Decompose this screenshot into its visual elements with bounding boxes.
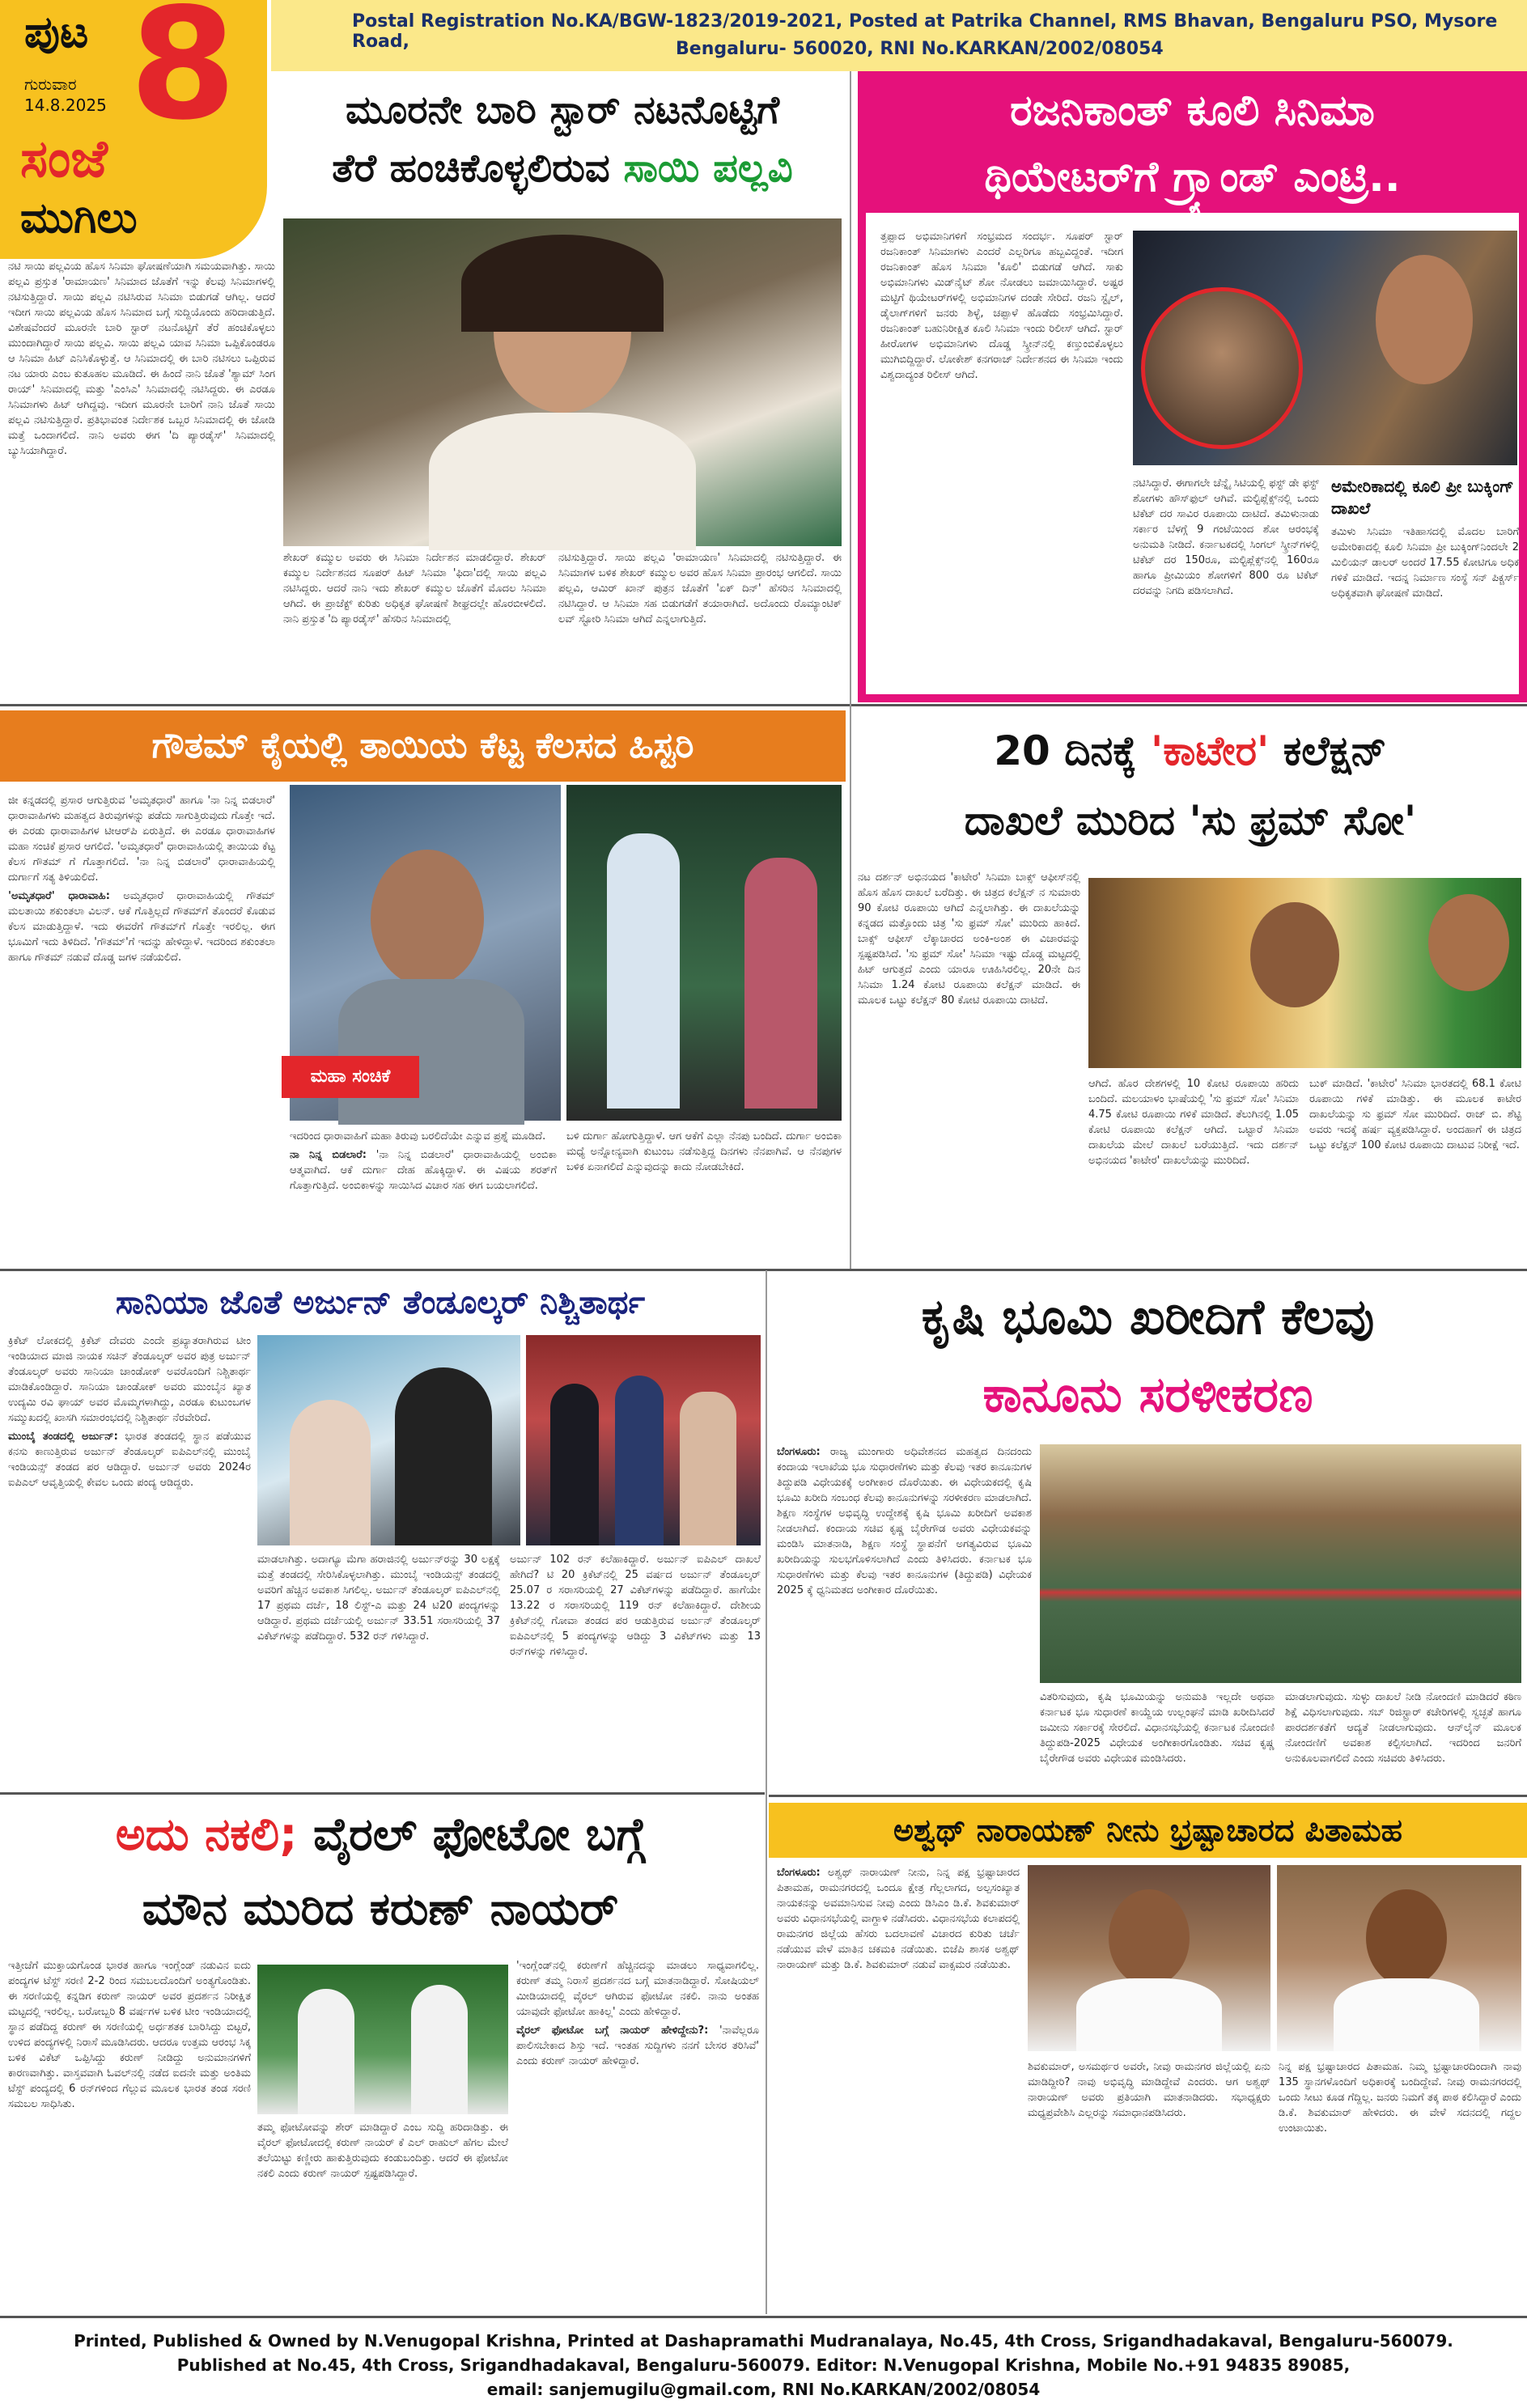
story6-headline-line2: ಕಾನೂನು ಸರಳೀಕರಣ — [982, 1367, 1313, 1423]
story6-col2: ವಿತರಿಸುವುದು, ಕೃಷಿ ಭೂಮಿಯನ್ನು ಅನುಮತಿ ಇಲ್ಲದೇ ಅಥವಾ ಕರ್ನಾಟಕ ಭೂ ಸುಧಾರಣೆ ಕಾಯ್ದೆಯ ಉಲ್ಲಂಘನೆ ಮಾಡಿ ಖರೀದಿಸಿದರೆ ಜಮೀನು ಸರ್ಕಾರಕ್ಕೆ ಸೇರಲಿದೆ. ವಿಧಾನಸಭೆಯಲ್ಲಿ ಕರ್ನಾಟಕ ನೋಂದಣಿ ತಿದ್ದುಪಡಿ-2025 ವಿಧೇಯಕ ಅಂಗೀಕಾರಗೊಂಡಿತು. ಸಚಿವ ಕೃಷ್ಣ ಬೈರೇಗೌಡ ಅವರು ವಿಧೇಯಕ ಮಂಡಿಸಿದರು. — [1040, 1691, 1275, 1765]
masthead-name-line2: ಮುಗಿಲು — [20, 194, 138, 243]
story1-col2: ಶೇಖರ್ ಕಮ್ಮುಲ ಅವರು ಈ ಸಿನಿಮಾ ನಿರ್ದೇಶನ ಮಾಡಲಿದ್ದಾರೆ. ಶೇಖರ್ ಕಮ್ಮುಲ ನಿರ್ದೇಶನದ ಸೂಪರ್ ಹಿಟ್ ಸಿನಿಮಾ 'ಫಿದಾ'ದಲ್ಲಿ ಸಾಯಿ ಪಲ್ಲವಿ ನಟಿಸಿದ್ದರು. ಆದರೆ ನಾನಿ ಇದು ಶೇಖರ್ ಕಮ್ಮುಲ ಜೊತೆಗೆ ಮೊದಲ ಸಿನಿಮಾ ಆಗಿದೆ. ಈ ಪ್ರಾಜೆಕ್ಟ್ ಕುರಿತು ಅಧಿಕೃತ ಘೋಷಣೆ ಶೀಘ್ರದಲ್ಲೇ ಹೊರಬೀಳಲಿದೆ. ನಾನಿ ಪ್ರಸ್ತುತ 'ದಿ ಪ್ಯಾರಡೈಸ್' ಹೆಸರಿನ ಸಿನಿಮಾದಲ್ಲಿ — [283, 552, 546, 625]
usa-text: ತಮಿಳು ಸಿನಿಮಾ ಇತಿಹಾಸದಲ್ಲಿ ಮೊದಲ ಬಾರಿಗೆ ಅಮೇರಿಕಾದಲ್ಲಿ ಕೂಲಿ ಸಿನಿಮಾ ಪ್ರೀ ಬುಕ್ಕಿಂಗ್‌ನಿಂದಲೇ 2 ಮಿಲಿಯನ್ ಡಾಲರ್ ಅಂದರೆ 17.55 ಕೋಟಿಗೂ ಅಧಿಕ ಗಳಿಕೆ ಮಾಡಿದೆ. ಇದನ್ನ ನಿರ್ಮಾಣ ಸಂಸ್ಥೆ ಸನ್ ಪಿಕ್ಚರ್ಸ್ ಅಧಿಕೃತವಾಗಿ ಘೋಷಣೆ ಮಾಡಿದೆ. — [1331, 526, 1519, 600]
story4-col2: ಆಗಿದೆ. ಹೊರ ದೇಶಗಳಲ್ಲಿ 10 ಕೋಟಿ ರೂಪಾಯಿ ಹರಿದು ಬಂದಿದೆ. ಮಲಯಾಳಂ ಭಾಷೆಯಲ್ಲಿ 'ಸು ಫ್ರಮ್ ಸೋ' ಸಿನಿಮಾ 4.75 ಕೋಟಿ ರೂಪಾಯಿ ಗಳಿಕೆ ಮಾಡಿದೆ. ತೆಲುಗಿನಲ್ಲಿ 1.05 ಕೋಟಿ ರೂಪಾಯಿ ಕಲೆಕ್ಷನ್ ಆಗಿದೆ. ಒಟ್ಟಾರೆ ಸಿನಿಮಾ ದಾಖಲೆಯ ಮೇಲೆ ದಾಖಲೆ ಬರೆಯುತ್ತಿದೆ. ಇದು ದರ್ಶನ್ ಅಭಿನಯದ 'ಕಾಟೇರ' ದಾಖಲೆಯನ್ನು ಮುರಿದಿದೆ. — [1088, 1078, 1299, 1167]
su-from-so-photo — [1088, 878, 1521, 1068]
usa-heading: ಅಮೇರಿಕಾದಲ್ಲಿ ಕೂಲಿ ಪ್ರೀ ಬುಕ್ಕಿಂಗ್ ದಾಖಲೆ — [1331, 477, 1514, 518]
divider-col-lower — [766, 1270, 767, 2314]
story5-col1: ಕ್ರಿಕೆಟ್ ಲೋಕದಲ್ಲಿ ಕ್ರಿಕೆಟ್ ದೇವರು ಎಂದೇ ಪ್ರಖ್ಯಾತರಾಗಿರುವ ಟೀಂ ಇಂಡಿಯಾದ ಮಾಜಿ ನಾಯಕ ಸಚಿನ್ ತೆಂಡೂಲ್ಕರ್ ಅವರ ಪುತ್ರ ಅರ್ಜುನ್ ತೆಂಡೂಲ್ಕರ್ ಅವರು ಸಾನಿಯಾ ಚಾಂಡೋಕ್ ಅವರೊಂದಿಗೆ ನಿಶ್ಚಿತಾರ್ಥ ಮಾಡಿಕೊಂಡಿದ್ದಾರೆ. ಸಾನಿಯಾ ಚಾಂಡೋಕ್ ಅವರು ಮುಂಬೈನ ಖ್ಯಾತ ಉದ್ಯಮಿ ರವಿ ಘಾಯ್ ಅವರ ಮೊಮ್ಮಗಳಾಗಿದ್ದು, ಎರಡೂ ಕುಟುಂಬಗಳ ಸಮ್ಮುಖದಲ್ಲಿ ಖಾಸಗಿ ಸಮಾರಂಭದಲ್ಲಿ ನಿಶ್ಚಿತಾರ್ಥ ನೆರವೇರಿದೆ. ಮುಂಬೈ ತಂಡದಲ್ಲಿ ಅರ್ಜುನ್: ಭಾರತ ತಂಡದಲ್ಲಿ ಸ್ಥಾನ ಪಡೆಯುವ ಕನಸು ಕಾಣುತ್ತಿರುವ ಅರ್ಜುನ್ ತೆಂಡೂಲ್ಕರ್ ಐಪಿಎಲ್‌ನಲ್ಲಿ ಮುಂಬೈ ಇಂಡಿಯನ್ಸ್ ತಂಡದ ಪರ ಆಡಿದ್ದಾರೆ. ಅರ್ಜುನ್ ಅವರು 2024ರ ಐಪಿಎಲ್ ಆವೃತ್ತಿಯಲ್ಲಿ ಕೇವಲ ಒಂದು ಪಂದ್ಯ ಆಡಿದ್ದರು. — [8, 1335, 251, 1489]
story7-sub: ವೈರಲ್ ಫೋಟೋ ಬಗ್ಗೆ ನಾಯರ್ ಹೇಳಿದ್ದೇನು?: — [516, 2024, 709, 2037]
story4-headline-line1: 20 ದಿನಕ್ಕೆ 'ಕಾಟೇರ' ಕಲೆಕ್ಷನ್ — [994, 727, 1387, 774]
masthead-day: ಗುರುವಾರ — [24, 74, 77, 94]
arjun-photo-right — [526, 1335, 761, 1545]
story7-col1: ಇತ್ತೀಚೆಗೆ ಮುಕ್ತಾಯಗೊಂಡ ಭಾರತ ಹಾಗೂ ಇಂಗ್ಲೆಂಡ್ ನಡುವಿನ ಐದು ಪಂದ್ಯಗಳ ಟೆಸ್ಟ್ ಸರಣಿ 2-2 ರಿಂದ ಸಮಬಲದೊಂದಿಗೆ ಅಂತ್ಯಗೊಂಡಿತು. ಈ ಸರಣಿಯಲ್ಲಿ ಕನ್ನಡಿಗ ಕರುಣ್ ನಾಯರ್ ಅವರ ಪ್ರದರ್ಶನ ನಿರೀಕ್ಷಿತ ಮಟ್ಟದಲ್ಲಿ ಇರಲಿಲ್ಲ. ಬರೋಬ್ಬರಿ 8 ವರ್ಷಗಳ ಬಳಿಕ ಟೀಂ ಇಂಡಿಯಾದಲ್ಲಿ ಸ್ಥಾನ ಪಡೆದಿದ್ದ ಕರುಣ್ ಈ ಸರಣಿಯಲ್ಲಿ ಅರ್ಧಶತಕ ಬಾರಿಸಿದ್ದು ಬಿಟ್ಟರೆ, ಉಳಿದ ಪಂದ್ಯಗಳಲ್ಲಿ ನಿರಾಸೆ ಮೂಡಿಸಿದರು. ಆದರೂ ಉತ್ತಮ ಆರಂಭ ಸಿಕ್ಕ ಬಳಿಕ ವಿಕೆಟ್ ಒಪ್ಪಿಸಿದ್ದು ಕರುಣ್ ನೀಡಿದ್ದು ಅನುಮಾನಗಳಿಗೆ ಕಾರಣವಾಗಿತ್ತು. ವಾಸ್ತವವಾಗಿ ಓವಲ್‌ನಲ್ಲಿ ನಡೆದ ಐದನೇ ಮತ್ತು ಅಂತಿಮ ಟೆಸ್ಟ್ ಪಂದ್ಯದಲ್ಲಿ 6 ರನ್‌ಗಳಿಂದ ಗೆಲ್ಲುವ ಮೂಲಕ ಭಾರತ ತಂಡ ಸರಣಿ ಸಮಬಲ ಸಾಧಿಸಿತು. — [8, 1960, 251, 2110]
story1-headline-line1: ಮೂರನೇ ಬಾರಿ ಸ್ಟಾರ್ ನಟನೊಟ್ಟಿಗೆ — [345, 87, 780, 133]
story7-headline-highlight: ಅದು ನಕಲಿ; — [115, 1808, 314, 1861]
serial-photo-right — [566, 785, 842, 1121]
story7-col2: ತಮ್ಮ ಫೋಟೋವನ್ನು ಶೇರ್ ಮಾಡಿದ್ದಾರೆ ಎಂಬ ಸುದ್ದಿ ಹರಿದಾಡಿತ್ತು. ಈ ವೈರಲ್ ಫೋಟೋದಲ್ಲಿ ಕರುಣ್ ನಾಯರ್ ಕೆ ಎಲ್ ರಾಹುಲ್ ಹೆಗಲ ಮೇಲೆ ತಲೆಯಿಟ್ಟು ಕಣ್ಣೀರು ಹಾಕುತ್ತಿರುವುದು ಕಂಡುಬಂದಿತ್ತು. ಆದರೆ ಈ ಫೋಟೋ ನಕಲಿ ಎಂದು ಕರುಣ್ ನಾಯರ್ ಸ್ಪಷ್ಟಪಡಿಸಿದ್ದಾರೆ. — [257, 2122, 508, 2180]
story5-col3: ಅರ್ಜುನ್ 102 ರನ್ ಕಲೆಹಾಕಿದ್ದಾರೆ. ಅರ್ಜುನ್ ಐಪಿಎಲ್ ದಾಖಲೆ ಹೇಗಿದೆ? ಟಿ 20 ಕ್ರಿಕೆಟ್‌ನಲ್ಲಿ 25 ವರ್ಷದ ಅರ್ಜುನ್ ತೆಂಡೂಲ್ಕರ್ 25.07 ರ ಸರಾಸರಿಯಲ್ಲಿ 27 ವಿಕೆಟ್‌ಗಳನ್ನು ಪಡೆದಿದ್ದಾರೆ. ಹಾಗೆಯೇ 13.22 ರ ಸರಾಸರಿಯಲ್ಲಿ 119 ರನ್ ಕಲೆಹಾಕಿದ್ದಾರೆ. ದೇಶೀಯ ಕ್ರಿಕೆಟ್‌ನಲ್ಲಿ ಗೋವಾ ತಂಡದ ಪರ ಆಡುತ್ತಿರುವ ಅರ್ಜುನ್ ತೆಂಡೂಲ್ಕರ್ ಐಪಿಎಲ್‌ನಲ್ಲಿ 5 ಪಂದ್ಯಗಳನ್ನು ಆಡಿದ್ದು 3 ವಿಕೆಟ್‌ಗಳು ಮತ್ತು 13 ರನ್‌ಗಳನ್ನು ಗಳಿಸಿದ್ದಾರೆ. — [510, 1554, 761, 1658]
story3-headline: ಗೌತಮ್ ಕೈಯಲ್ಲಿ ತಾಯಿಯ ಕೆಟ್ಟ ಕೆಲಸದ ಹಿಸ್ಟರಿ — [151, 725, 694, 766]
story2-frame — [858, 213, 1527, 702]
usa-box — [1331, 476, 1519, 694]
story4-headline-highlight: 'ಕಾಟೇರ' — [1150, 727, 1270, 774]
divider-row2 — [0, 1269, 1527, 1271]
story5-col2: ಮಾಡಲಾಗಿತ್ತು. ಅದಾಗ್ಯೂ ಮೆಗಾ ಹರಾಜಿನಲ್ಲಿ ಅರ್ಜುನ್‌ರನ್ನು 30 ಲಕ್ಷಕ್ಕೆ ಮತ್ತೆ ತಂಡದಲ್ಲಿ ಸೇರಿಸಿಕೊಳ್ಳಲಾಗಿತ್ತು. ಮುಂಬೈ ಇಂಡಿಯನ್ಸ್ ತಂಡದಲ್ಲಿ ಅವರಿಗೆ ಹೆಚ್ಚಿನ ಅವಕಾಶ ಸಿಗಲಿಲ್ಲ. ಅರ್ಜುನ್ ತೆಂಡೂಲ್ಕರ್ ಐಪಿಎಲ್‌ನಲ್ಲಿ 17 ಪ್ರಥಮ ದರ್ಜೆ, 18 ಲಿಸ್ಟ್-ಎ ಮತ್ತು 24 ಟಿ20 ಪಂದ್ಯಗಳನ್ನು ಆಡಿದ್ದಾರೆ. ಪ್ರಥಮ ದರ್ಜೆಯಲ್ಲಿ ಅರ್ಜುನ್ 33.51 ಸರಾಸರಿಯಲ್ಲಿ 37 ವಿಕೆಟ್‌ಗಳನ್ನು ಪಡೆದಿದ್ದಾರೆ. 532 ರನ್ ಗಳಿಸಿದ್ದಾರೆ. — [257, 1554, 500, 1643]
story6-col1: ಬೆಂಗಳೂರು: ರಾಜ್ಯ ಮುಂಗಾರು ಅಧಿವೇಶನದ ಮಹತ್ವದ ದಿನದಂದು ಕಂದಾಯ ಇಲಾಖೆಯ ಭೂ ಸುಧಾರಣೆಗಳು ಮತ್ತು ಕೆಲವು ಇತರ ಕಾನೂನುಗಳ ತಿದ್ದುಪಡಿ ವಿಧೇಯಕಕ್ಕೆ ಅಂಗೀಕಾರ ದೊರೆಯಿತು. ಈ ವಿಧೇಯಕದಲ್ಲಿ ಕೃಷಿ ಭೂಮಿ ಖರೀದಿ ಸಂಬಂಧ ಕೆಲವು ಕಾನೂನುಗಳನ್ನು ಸರಳೀಕರಣ ಮಾಡಲಾಗಿದೆ. ಶಿಕ್ಷಣ ಸಂಸ್ಥೆಗಳ ಅಭಿವೃದ್ಧಿ ಉದ್ದೇಶಕ್ಕೆ ಕೃಷಿ ಭೂಮಿ ಖರೀದಿಗೆ ಅವಕಾಶ ನೀಡಲಾಗಿದೆ. ಕಂದಾಯ ಸಚಿವ ಕೃಷ್ಣ ಬೈರೇಗೌಡ ಅವರು ವಿಧೇಯಕವನ್ನು ಮಂಡಿಸಿ ಮಾತನಾಡಿ, ಶಿಕ್ಷಣ ಸಂಸ್ಥೆ ಸ್ಥಾಪನೆಗೆ ಅಗತ್ಯವಿರುವ ಭೂಮಿ ಖರೀದಿಯನ್ನು ಸುಲಭಗೊಳಿಸಲಾಗಿದೆ ಎಂದು ತಿಳಿಸಿದರು. ಕರ್ನಾಟಕ ಭೂ ಸುಧಾರಣೆಗಳು ಮತ್ತು ಕೆಲವು ಇತರ ಕಾನೂನುಗಳ (ತಿದ್ದುಪಡಿ) ವಿಧೇಯಕ 2025 ಕ್ಕೆ ಧ್ವನಿಮತದ ಅಂಗೀಕಾರ ದೊರೆಯಿತು. — [777, 1446, 1033, 1596]
story8-col2: ಶಿವಕುಮಾರ್, ಅಸಮರ್ಥರ ಅವರೇ, ನೀವು ರಾಮನಗರ ಜಿಲ್ಲೆಯಲ್ಲಿ ಏನು ಮಾಡಿದ್ದೀರಿ? ನಾವು ಅಭಿವೃದ್ಧಿ ಮಾಡಿದ್ದೇವೆ ಎಂದರು. ಆಗ ಅಶ್ವಥ್ ನಾರಾಯಣ್ ಅವರು ಪ್ರತಿಯಾಗಿ ಮಾತನಾಡಿದರು. ಸಭಾಧ್ಯಕ್ಷರು ಮಧ್ಯಪ್ರವೇಶಿಸಿ ಎಲ್ಲರನ್ನು ಸಮಾಧಾನಪಡಿಸಿದರು. — [1028, 2061, 1270, 2119]
divider-col-main — [850, 71, 851, 1269]
story2-headline-box — [858, 71, 1527, 213]
masthead — [0, 0, 271, 267]
divider-row3-left — [0, 1792, 765, 1795]
serial-photo-left — [290, 785, 561, 1121]
sai-pallavi-photo — [283, 218, 842, 546]
story7-headline-line2: ಮೌನ ಮುರಿದ ಕರುಣ್ ನಾಯರ್ — [142, 1883, 619, 1935]
story1-col3: ನಟಿಸುತ್ತಿದ್ದಾರೆ. ಸಾಯಿ ಪಲ್ಲವಿ 'ರಾಮಾಯಣ' ಸಿನಿಮಾದಲ್ಲಿ ನಟಿಸುತ್ತಿದ್ದಾರೆ. ಈ ಸಿನಿಮಾಗಳ ಬಳಿಕ ಶೇಖರ್ ಕಮ್ಮುಲ ಅವರ ಹೊಸ ಸಿನಿಮಾ ಪ್ರಾರಂಭ ಆಗಲಿದೆ. ಸಾಯಿ ಪಲ್ಲವಿ, ಆಮಿರ್ ಖಾನ್ ಪುತ್ರನ ಜೊತೆಗೆ 'ಏಕ್ ದಿನ್' ಹೆಸರಿನ ಸಿನಿಮಾದಲ್ಲಿ ನಟಿಸಿದ್ದಾರೆ. ಆ ಸಿನಿಮಾ ಸಹ ಬಿಡುಗಡೆಗೆ ತಯಾರಾಗಿದೆ. ಅದೊಂದು ರೊಮ್ಯಾಂಟಿಕ್ ಲವ್ ಸ್ಟೋರಿ ಸಿನಿಮಾ ಆಗಿದೆ ಎನ್ನಲಾಗುತ್ತಿದೆ. — [558, 552, 842, 625]
story3-col2: ಇದರಿಂದ ಧಾರಾವಾಹಿಗೆ ಮಹಾ ತಿರುವು ಬರಲಿದೆಯೇ ಎನ್ನುವ ಪ್ರಶ್ನೆ ಮೂಡಿದೆ. ನಾ ನಿನ್ನ ಬಿಡಲಾರೆ: 'ನಾ ನಿನ್ನ ಬಿಡಲಾರೆ' ಧಾರಾವಾಹಿಯಲ್ಲಿ ಅಂಬಿಕಾ ಆತ್ಮವಾಗಿದೆ. ಆಕೆ ದುರ್ಗಾ ದೇಹ ಹೊಕ್ಕಿದ್ದಾಳೆ. ಈ ವಿಷಯ ಶರತ್‌ಗೆ ಗೊತ್ತಾಗುತ್ತಿದೆ. ಅಂಬಿಕಾಳನ್ನು ಸಾಯಿಸಿದ ವಿಚಾರ ಸಹ ಈಗ ಬಯಲಾಗಲಿದೆ. — [290, 1130, 558, 1192]
assembly-photo — [1040, 1444, 1521, 1683]
footer-line1: Printed, Published & Owned by N.Venugopal Krishna, Printed at Dashapramathi Mudranalaya, No.45, 4th Cross, Srigandhadakaval, Bengaluru-560079. — [74, 2331, 1453, 2351]
ashwath-photo — [1028, 1865, 1270, 2051]
arjun-photo-left — [257, 1335, 520, 1545]
story8-dateline: ಬೆಂಗಳೂರು: — [777, 1867, 821, 1879]
story8-col3: ನಿನ್ನ ಪಕ್ಷ ಭ್ರಷ್ಟಾಚಾರದ ಪಿತಾಮಹ. ನಿಮ್ಮ ಭ್ರಷ್ಟಾಚಾರದಿಂದಾಗಿ ನಾವು 135 ಸ್ಥಾನಗಳೊಂದಿಗೆ ಅಧಿಕಾರಕ್ಕೆ ಬಂದಿದ್ದೇವೆ. ನೀವು ರಾಮನಗರದಲ್ಲಿ ಒಂದು ಸೀಟು ಕೂಡ ಗೆದ್ದಿಲ್ಲ. ಜನರು ನಿಮಗೆ ತಕ್ಕ ಪಾಠ ಕಲಿಸಿದ್ದಾರೆ ಎಂದು ಡಿ.ಕೆ. ಶಿವಕುಮಾರ್ ಹೇಳಿದರು. ಈ ವೇಳೆ ಸದನದಲ್ಲಿ ಗದ್ದಲ ಉಂಟಾಯಿತು. — [1279, 2061, 1521, 2135]
karun-nair-photo — [257, 1965, 508, 2114]
masthead-date: 14.8.2025 — [24, 95, 107, 115]
story4-col3: ಬುಕ್ ಮಾಡಿದೆ. 'ಕಾಟೇರ' ಸಿನಿಮಾ ಭಾರತದಲ್ಲಿ 68.1 ಕೋಟಿ ರೂಪಾಯಿ ಗಳಿಕೆ ಮಾಡಿತ್ತು. ಈ ಮೂಲಕ ಕಾಟೇರ ದಾಖಲೆಯನ್ನು ಸು ಫ್ರಮ್ ಸೋ ಮುರಿದಿದೆ. ರಾಜ್ ಬಿ. ಶೆಟ್ಟಿ ಅವರು ಇದಕ್ಕೆ ಹರ್ಷ ವ್ಯಕ್ತಪಡಿಸಿದ್ದಾರೆ. ಅಂದಹಾಗೆ ಈ ಚಿತ್ರದ ಒಟ್ಟು ಕಲೆಕ್ಷನ್ 100 ಕೋಟಿ ರೂಪಾಯಿ ದಾಟುವ ನಿರೀಕ್ಷೆ ಇದೆ. — [1309, 1078, 1521, 1151]
story2-col2: ನಟಿಸಿದ್ದಾರೆ. ಈಗಾಗಲೇ ಚೆನ್ನೈ ಸಿಟಿಯಲ್ಲಿ ಫಸ್ಟ್ ಡೇ ಫಸ್ಟ್ ಶೋಗಳು ಹೌಸ್‌ಫುಲ್ ಆಗಿವೆ. ಮಲ್ಟಿಪ್ಲೆಕ್ಸ್‌ನಲ್ಲಿ ಒಂದು ಟಿಕೆಟ್ ದರ ಸಾವಿರ ರೂಪಾಯಿ ದಾಟಿದೆ. ತಮಿಳುನಾಡು ಸರ್ಕಾರ ಬೆಳಗ್ಗೆ 9 ಗಂಟೆಯಿಂದ ಶೋ ಆರಂಭಕ್ಕೆ ಅನುಮತಿ ನೀಡಿದೆ. ಕರ್ನಾಟಕದಲ್ಲಿ ಸಿಂಗಲ್ ಸ್ಕ್ರೀನ್‌ಗಳಲ್ಲಿ ಟಿಕೆಟ್ ದರ 150ರೂ, ಮಲ್ಟಿಪ್ಲೆಕ್ಸ್‌ನಲ್ಲಿ 160ರೂ ಹಾಗೂ ಪ್ರೀಮಿಯಂ ಶೋಗಳಿಗೆ 800 ರೂ ಟಿಕೆಟ್ ದರವನ್ನು ನಿಗದಿ ಪಡಿಸಲಾಗಿದೆ. — [1133, 477, 1319, 597]
story6-col3: ಮಾಡಲಾಗುವುದು. ಸುಳ್ಳು ದಾಖಲೆ ನೀಡಿ ನೋಂದಣಿ ಮಾಡಿದರೆ ಕಠಿಣ ಶಿಕ್ಷೆ ವಿಧಿಸಲಾಗುವುದು. ಸಬ್‌ ರಿಜಿಸ್ಟ್ರಾರ್ ಕಚೇರಿಗಳಲ್ಲಿ ಸ್ವಚ್ಛತೆ ಹಾಗೂ ಪಾರದರ್ಶಕತೆಗೆ ಆದ್ಯತೆ ನೀಡಲಾಗುವುದು. ಆನ್‌ಲೈನ್ ಮೂಲಕ ನೋಂದಣಿಗೆ ಅವಕಾಶ ಕಲ್ಪಿಸಲಾಗಿದೆ. ಇದರಿಂದ ಜನರಿಗೆ ಅನುಕೂಲವಾಗಲಿದೆ ಎಂದು ಸಚಿವರು ತಿಳಿಸಿದರು. — [1285, 1691, 1521, 1765]
registration-line1: Postal Registration No.KA/BGW-1823/2019-2021, Posted at Patrika Channel, RMS Bhavan, Bengaluru PSO, Mysore Road, — [352, 11, 1498, 52]
divider-footer — [0, 2316, 1527, 2318]
story4-headline-line2: ದಾಖಲೆ ಮುರಿದ 'ಸು ಫ್ರಮ್ ಸೋ' — [964, 797, 1417, 844]
registration-line2: Bengaluru- 560020, RNI No.KARKAN/2002/08054 — [676, 39, 1164, 59]
footer-line2: Published at No.45, 4th Cross, Srigandhadakaval, Bengaluru-560079. Editor: N.Venugopal Krishna, Mobile No.+91 94835 89085, — [176, 2355, 1351, 2375]
story1-headline-line2: ತೆರೆ ಹಂಚಿಕೊಳ್ಳಲಿರುವ ಸಾಯಿ ಪಲ್ಲವಿ — [332, 146, 793, 191]
divider-row1 — [0, 704, 1527, 706]
story1-col1: ನಟಿ ಸಾಯಿ ಪಲ್ಲವಿಯ ಹೊಸ ಸಿನಿಮಾ ಘೋಷಣೆಯಾಗಿ ಸಮಯವಾಗಿತ್ತು. ಸಾಯಿ ಪಲ್ಲವಿ ಪ್ರಸ್ತುತ 'ರಾಮಾಯಣ' ಸಿನಿಮಾದ ಜೊತೆಗೆ ಇನ್ನು ಕೆಲವು ಸಿನಿಮಾಗಳಲ್ಲಿ ನಟಿಸುತ್ತಿದ್ದಾರೆ. ಸಾಯಿ ಪಲ್ಲವಿ ನಟಿಸಿರುವ ಸಿನಿಮಾ ಬಿಡುಗಡೆ ಆಗಿಲ್ಲ. ಆದರೆ ಇದೀಗ ಸಾಯಿ ಪಲ್ಲವಿಯ ಹೊಸ ಸಿನಿಮಾದ ಬಗ್ಗೆ ಸುದ್ದಿಯೊಂದು ಹರಿದಾಡುತ್ತಿದೆ. ವಿಶೇಷವೆಂದರೆ ಮೂರನೇ ಬಾರಿ ಸ್ಟಾರ್ ನಟನೊಟ್ಟಿಗೆ ತೆರೆ ಹಂಚಿಕೊಳ್ಳಲು ಮುಂದಾಗಿದ್ದಾರೆ ಸಾಯಿ ಪಲ್ಲವಿ. ಸಾಯಿ ಪಲ್ಲವಿ ಯಾವ ಸಿನಿಮಾ ಒಪ್ಪಿಕೊಂಡರೂ ಆ ಸಿನಿಮಾ ಹಿಟ್ ಎನಿಸಿಕೊಳ್ಳುತ್ತೆ. ಆ ಸಿನಿಮಾದಲ್ಲಿ ಈ ಬಾರಿ ನಟಿಸಲು ಒಪ್ಪಿರುವ ನಟ ಯಾರು ಎಂಬ ಕುತೂಹಲ ಮೂಡಿದೆ. ಈ ಹಿಂದೆ ನಾನಿ ಜೊತೆ 'ಶ್ಯಾಮ್ ಸಿಂಗ ರಾಯ್' ಸಿನಿಮಾದಲ್ಲಿ ಮತ್ತು 'ಎಂಸಿಎ' ಸಿನಿಮಾದಲ್ಲಿ ನಟಿಸಿದ್ದರು. ಈ ಎರಡೂ ಸಿನಿಮಾಗಳು ಹಿಟ್ ಆಗಿದ್ದವು. ಇದೀಗ ಮೂರನೇ ಬಾರಿಗೆ ನಾನಿ ಜೊತೆ ಸಾಯಿ ಪಲ್ಲವಿ ನಟಿಸುತ್ತಿದ್ದಾರೆ. ಪ್ರತಿಭಾವಂತ ನಿರ್ದೇಶಕ ಒಬ್ಬರ ಸಿನಿಮಾದಲ್ಲಿ ಈ ಜೋಡಿ ಮತ್ತೆ ಒಂದಾಗಲಿದೆ. ನಾನಿ ಅವರು ಈಗ 'ದಿ ಪ್ಯಾರಡೈಸ್' ಸಿನಿಮಾದಲ್ಲಿ ಬ್ಯುಸಿಯಾಗಿದ್ದಾರೆ. — [8, 261, 275, 457]
story3-sub2: ನಾ ನಿನ್ನ ಬಿಡಲಾರೆ: — [290, 1149, 367, 1161]
dk-shivakumar-photo — [1277, 1865, 1521, 2051]
imprint-footer — [0, 2322, 1527, 2408]
story2-headline-line2: ಥಿಯೇಟರ್‌ಗೆ ಗ್ರ್ಯಾಂಡ್ ಎಂಟ್ರಿ.. — [984, 153, 1401, 201]
story3-headline-box — [0, 710, 846, 782]
story1-headline-highlight: ಸಾಯಿ ಪಲ್ಲವಿ — [623, 146, 793, 191]
page-number: 8 — [129, 0, 237, 154]
story6-headline — [769, 1278, 1527, 1440]
story4-headline — [854, 716, 1527, 862]
story6-headline-line1: ಕೃಷಿ ಭೂಮಿ ಖರೀದಿಗೆ ಕೆಲವು — [921, 1289, 1375, 1346]
story7-headline — [0, 1798, 761, 1956]
story5-headline: ಸಾನಿಯಾ ಜೊತೆ ಅರ್ಜುನ್ ತೆಂಡೂಲ್ಕರ್ ನಿಶ್ಚಿತಾರ್ಥ — [115, 1284, 646, 1321]
story3-col3: ಬಳಿ ದುರ್ಗಾ ಹೋಗುತ್ತಿದ್ದಾಳೆ. ಆಗ ಆಕೆಗೆ ಎಲ್ಲಾ ನೆನಪು ಬಂದಿದೆ. ದುರ್ಗಾ ಅಂಬಿಕಾ ಮಧ್ಯೆ ಅನ್ನೋನ್ಯವಾಗಿ ಕುಟುಂಬ ನಡೆಸುತ್ತಿದ್ದ ದಿನಗಳು ನೆನಪಾಗಿವೆ. ಆ ನೆನಪುಗಳ ಬಳಿಕ ಏನಾಗಲಿದೆ ಎನ್ನುವುದನ್ನು ಕಾದು ನೋಡಬೇಕಿದೆ. — [566, 1130, 842, 1173]
masthead-name-line1: ಸಂಜೆ — [20, 129, 108, 189]
story8-col1: ಬೆಂಗಳೂರು: ಅಶ್ವಥ್ ನಾರಾಯಣ್ ನೀನು, ನಿನ್ನ ಪಕ್ಷ ಭ್ರಷ್ಟಾಚಾರದ ಪಿತಾಮಹ, ರಾಮನಗರದಲ್ಲಿ ಒಂದೂ ಕ್ಷೇತ್ರ ಗೆಲ್ಲಲಾಗದ, ಅಲ್ಪಸಂಖ್ಯಾತ ನಾಯಕನನ್ನು ಅವಮಾನಿಸುವ ನೀವು ಎಂದು ಡಿಸಿಎಂ ಡಿ.ಕೆ. ಶಿವಕುಮಾರ್ ಅವರು ವಿಧಾನಸಭೆಯಲ್ಲಿ ವಾಗ್ದಾಳಿ ನಡೆಸಿದರು. ವಿಧಾನಸಭೆಯ ಕಲಾಪದಲ್ಲಿ ರಾಮನಗರ ಜಿಲ್ಲೆಯ ಹೆಸರು ಬದಲಾವಣೆ ವಿಚಾರದ ಕುರಿತು ಚರ್ಚೆ ನಡೆಯುವ ವೇಳೆ ಮಾತಿನ ಚಕಮಕಿ ನಡೆಯಿತು. ಬಿಜೆಪಿ ಶಾಸಕ ಅಶ್ವಥ್ ನಾರಾಯಣ್ ಮತ್ತು ಡಿ.ಕೆ. ಶಿವಕುಮಾರ್ ನಡುವೆ ವಾಕ್ಸಮರ ನಡೆಯಿತು. — [777, 1867, 1020, 1971]
story6-dateline: ಬೆಂಗಳೂರು: — [777, 1446, 821, 1458]
story8-headline-box — [769, 1803, 1527, 1858]
puta-label: ಪುಟ — [24, 6, 89, 57]
divider-row3-right — [769, 1795, 1527, 1797]
story1-headline — [275, 81, 850, 210]
story2-headline-line1: ರಜನಿಕಾಂತ್ ಕೂಲಿ ಸಿನಿಮಾ — [1010, 87, 1375, 135]
story7-headline-line1: ಅದು ನಕಲಿ; ವೈರಲ್ ಫೋಟೋ ಬಗ್ಗೆ — [115, 1808, 646, 1861]
story2-col1: ತ್ತಪ್ಪಾದ ಅಭಿಮಾನಿಗಳಿಗೆ ಸಂಭ್ರಮದ ಸಂದರ್ಭ. ಸೂಪರ್ ಸ್ಟಾರ್ ರಜನಿಕಾಂತ್ ಸಿನಿಮಾಗಳು ಎಂದರೆ ಎಲ್ಲರಿಗೂ ಹಬ್ಬವಿದ್ದಂತೆ. ಇದೀಗ ರಜನಿಕಾಂತ್ ಹೊಸ ಸಿನಿಮಾ 'ಕೂಲಿ' ಬಿಡುಗಡೆ ಆಗಿದೆ. ಸಾಕು ಅಭಿಮಾನಿಗಳು ಮಿಡ್‌ನೈಟ್ ಶೋ ನೋಡಲು ಜಮಾಯಿಸಿದ್ದಾರೆ. ಅಷ್ಟರ ಮಟ್ಟಿಗೆ ಥಿಯೇಟರ್‌ಗಳಲ್ಲಿ ಅಭಿಮಾನಿಗಳ ದಂಡೇ ಸೇರಿದೆ. ರಜನಿ ಸ್ಟೈಲ್, ಡೈಲಾಗ್‌ಗಳಿಗೆ ಜನರು ಶಿಳ್ಳೆ, ಚಪ್ಪಾಳೆ ಹೊಡೆದು ಸಂಭ್ರಮಿಸಿದ್ದಾರೆ. ರಜನಿಕಾಂತ್ ಬಹುನಿರೀಕ್ಷಿತ ಕೂಲಿ ಸಿನಿಮಾ ಇಂದು ರಿಲೀಸ್ ಆಗಿದೆ. ಸ್ಟಾರ್ ಹೀರೋಗಳ ಅಭಿಮಾನಿಗಳು ದೊಡ್ಡ ಸ್ಕ್ರೀನ್‌ನಲ್ಲಿ ಕಣ್ತುಂಬಿಕೊಳ್ಳಲು ಮುಗಿಬಿದ್ದಿದ್ದಾರೆ. ಲೋಕೇಶ್ ಕನಗರಾಜ್ ನಿರ್ದೇಶನದ ಈ ಸಿನಿಮಾ ಇಂದು ವಿಶ್ವದಾದ್ಯಂತ ರಿಲೀಸ್ ಆಗಿದೆ. — [880, 231, 1123, 381]
story4-col1: ನಟ ದರ್ಶನ್ ಅಭಿನಯದ 'ಕಾಟೇರ' ಸಿನಿಮಾ ಬಾಕ್ಸ್ ಆಫೀಸ್‌ನಲ್ಲಿ ಹೊಸ ಹೊಸ ದಾಖಲೆ ಬರೆದಿತ್ತು. ಈ ಚಿತ್ರದ ಕಲೆಕ್ಷನ್ ನ ಸುಮಾರು 90 ಕೋಟಿ ರೂಪಾಯಿ ಆಗಿದೆ ಎನ್ನಲಾಗಿತ್ತು. ಈ ದಾಖಲೆಯನ್ನು ಕನ್ನಡದ ಮತ್ತೊಂದು ಚಿತ್ರ 'ಸು ಫ್ರಮ್ ಸೋ' ಮುರಿದು ಹಾಕಿದೆ. ಬಾಕ್ಸ್ ಆಫೀಸ್ ಲೆಕ್ಕಾಚಾರದ ಅಂಕಿ-ಅಂಶ ಈ ವಿಚಾರವನ್ನು ಸ್ಪಷ್ಟಪಡಿಸಿದೆ. 'ಸು ಫ್ರಮ್ ಸೋ' ಸಿನಿಮಾ ಇಷ್ಟು ದೊಡ್ಡ ಮಟ್ಟದಲ್ಲಿ ಹಿಟ್ ಆಗುತ್ತದೆ ಎಂದು ಯಾರೂ ಊಹಿಸಿರಲಿಲ್ಲ. 20ನೇ ದಿನ ಸಿನಿಮಾ 1.24 ಕೋಟಿ ರೂಪಾಯಿ ಕಲೆಕ್ಷನ್ ಮಾಡಿದೆ. ಈ ಮೂಲಕ ಒಟ್ಟು ಕಲೆಕ್ಷನ್ 80 ಕೋಟಿ ರೂಪಾಯಿ ದಾಟಿದೆ. — [858, 871, 1080, 1007]
story7-col3: 'ಇಂಗ್ಲೆಂಡ್‌ನಲ್ಲಿ ಕರುಣ್‌ಗೆ ಹೆಚ್ಚಿನದನ್ನು ಮಾಡಲು ಸಾಧ್ಯವಾಗಲಿಲ್ಲ. ಕರುಣ್ ತಮ್ಮ ನಿರಾಸೆ ಪ್ರದರ್ಶನದ ಬಗ್ಗೆ ಮಾತನಾಡಿದ್ದಾರೆ. ಸೋಷಿಯಲ್ ಮೀಡಿಯಾದಲ್ಲಿ ವೈರಲ್ ಆಗಿರುವ ಫೋಟೋ ನಕಲಿ. ನಾನು ಅಂತಹ ಯಾವುದೇ ಫೋಟೋ ಹಾಕಿಲ್ಲ' ಎಂದು ಹೇಳಿದ್ದಾರೆ. ವೈರಲ್ ಫೋಟೋ ಬಗ್ಗೆ ನಾಯರ್ ಹೇಳಿದ್ದೇನು?: 'ನಾವೆಲ್ಲರೂ ಪಾಲಿಸಬೇಕಾದ ಶಿಸ್ತು ಇದೆ. ಇಂತಹ ಸುದ್ದಿಗಳು ನನಗೆ ಬೇಸರ ತರಿಸಿವೆ' ಎಂದು ಕರುಣ್ ನಾಯರ್ ಹೇಳಿದ್ದಾರೆ. — [516, 1960, 760, 2067]
rajinikanth-inset — [1141, 287, 1303, 449]
maha-sanchike-tag: ಮಹಾ ಸಂಚಿಕೆ — [282, 1056, 419, 1098]
footer-line3: email: sanjemugilu@gmail.com, RNI No.KARKAN/2002/08054 — [486, 2380, 1041, 2399]
story3-col1: ಜೀ ಕನ್ನಡದಲ್ಲಿ ಪ್ರಸಾರ ಆಗುತ್ತಿರುವ 'ಅಮೃತಧಾರೆ' ಹಾಗೂ 'ನಾ ನಿನ್ನ ಬಿಡಲಾರೆ' ಧಾರಾವಾಹಿಗಳು ಮಹತ್ವದ ತಿರುವುಗಳನ್ನು ಪಡೆದು ಸಾಗುತ್ತಿರುವುದು ಗೊತ್ತೇ ಇದೆ. ಈ ಎರಡು ಧಾರಾವಾಹಿಗಳ ಟೀಆರ್‌ಪಿ ಏರುತ್ತಿದೆ. ಈ ಎರಡೂ ಧಾರಾವಾಹಿಗಳ ಮಹಾ ಸಂಚಿಕೆ ಪ್ರಸಾರ ಆಗಲಿದೆ. 'ಅಮೃತಧಾರೆ' ಧಾರಾವಾಹಿಯಲ್ಲಿ ತಾಯಿಯ ಕೆಟ್ಟ ಕೆಲಸ ಗೌತಮ್ ಗೆ ಗೊತ್ತಾಗಲಿದೆ. 'ನಾ ನಿನ್ನ ಬಿಡಲಾರೆ' ಧಾರಾವಾಹಿಯಲ್ಲಿ ದುರ್ಗಾಗೆ ಸತ್ಯ ತಿಳಿಯಲಿದೆ. 'ಅಮೃತಧಾರೆ' ಧಾರಾವಾಹಿ: ಅಮೃತಧಾರೆ ಧಾರಾವಾಹಿಯಲ್ಲಿ ಗೌತಮ್ ಮಲತಾಯಿ ಶಕುಂತಲಾ ವಿಲನ್. ಆಕೆ ಗೊತ್ತಿಲ್ಲದೆ ಗೌತಮ್‌ಗೆ ತೊಂದರೆ ಕೊಡುವ ಕೆಲಸ ಮಾಡುತ್ತಿದ್ದಾಳೆ. ಇದು ಈವರೆಗೆ ಗೌತಮ್‌ಗೆ ಗೊತ್ತೇ ಇರಲಿಲ್ಲ. ಈಗ ಭೂಮಿಗೆ ಇದು ತಿಳಿದಿದೆ. 'ಗೌತಮ್'ಗೆ ಇದನ್ನು ಹೇಳಿದ್ದಾಳೆ. ಇದರಿಂದ ಶಕುಂತಲಾ ಹಾಗೂ ಗೌತಮ್ ನಡುವೆ ದೊಡ್ಡ ಜಗಳ ನಡೆಯಲಿದೆ. — [8, 795, 275, 964]
story3-sub1: 'ಅಮೃತಧಾರೆ' ಧಾರಾವಾಹಿ: — [8, 890, 110, 902]
story8-headline: ಅಶ್ವಥ್ ನಾರಾಯಣ್ ನೀನು ಭ್ರಷ್ಟಾಚಾರದ ಪಿತಾಮಹ — [893, 1812, 1402, 1848]
coolie-photo — [1133, 231, 1517, 465]
masthead-badge — [0, 0, 267, 259]
story5-sub: ಮುಂಬೈ ತಂಡದಲ್ಲಿ ಅರ್ಜುನ್: — [8, 1431, 118, 1443]
registration-strip — [271, 0, 1527, 71]
